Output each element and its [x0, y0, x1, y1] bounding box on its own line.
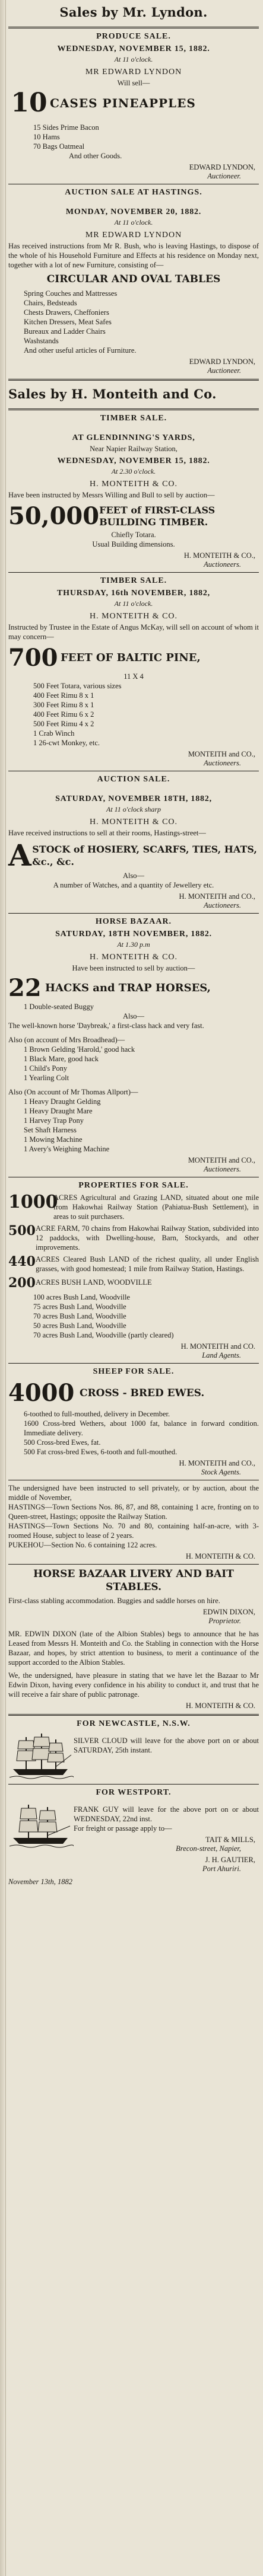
list-item: 1 Crab Winch: [33, 729, 75, 738]
produce-date: WEDNESDAY, NOVEMBER 15, 1882.: [57, 44, 210, 53]
hastings-tables: CIRCULAR AND OVAL TABLES: [46, 273, 221, 285]
property-list: [8, 1292, 259, 1340]
timber-body: Have been instructed by Messrs Willing and Bull to sell by auction—: [8, 491, 215, 499]
property-item-4: [8, 1276, 259, 1290]
agent-location: Brecon-street, Napier,: [176, 1844, 241, 1853]
list-item: 300 Feet Rimu 8 x 1: [33, 701, 94, 709]
property-role: Land Agents.: [202, 1351, 241, 1359]
land-pukehou: PUKEHOU—Section No. 6 containing 122 acres.: [8, 1541, 157, 1549]
divider: [8, 1564, 259, 1565]
produce-signature: EDWARD LYNDON,: [189, 163, 255, 171]
timber2-big: 700: [8, 644, 58, 672]
produce-item: CASES PINEAPPLES: [50, 95, 196, 110]
newcastle-block: [8, 1731, 259, 1781]
list-item: 1 Mowing Machine: [24, 1135, 83, 1144]
hastings-signature: EDWARD LYNDON,: [189, 357, 255, 366]
list-item: 10 Hams: [33, 133, 60, 141]
divider: [8, 1714, 259, 1716]
list-item: 70 acres Bush Land, Woodville (partly cleared): [33, 1331, 174, 1339]
list-item: 1 Brown Gelding 'Harold,' good hack: [24, 1045, 135, 1054]
list-item: Chairs, Bedsteads: [24, 299, 77, 307]
horse-heading: HORSE BAZAAR.: [95, 917, 172, 926]
horse-big: 22: [8, 974, 42, 1002]
hastings-body: Has received instructions from Mr R. Bush, who is leaving Hastings, to dispose of the whole of his Household Furniture and Effects at his residence on Monday next, together with a lot of new Furniture, consisting of—: [8, 242, 259, 269]
list-item: 400 Feet Rimu 6 x 2: [33, 710, 94, 719]
horse-firm: H. MONTEITH & CO.: [89, 953, 178, 962]
timber-big-text: FEET of FIRST-CLASS BUILDING TIMBER.: [99, 504, 216, 528]
monteith-banner: Sales by H. Monteith and Co.: [8, 387, 217, 401]
list-item: 400 Feet Rimu 8 x 1: [33, 691, 94, 700]
timber2-body: Instructed by Trustee in the Estate of Angus McKay, will sell on account of whom it may concern—: [8, 623, 259, 641]
land-hastings-1: HASTINGS—Town Sections Nos. 86, 87, and 88, containing 1 acre, fronting on to Queen-street, Hastings; opposite the Railway Station.: [8, 1503, 259, 1521]
divider: [8, 572, 259, 573]
bazaar-body: First-class stabling accommodation. Buggies and saddle horses on hire.: [8, 1597, 220, 1605]
timber-signature: H. MONTEITH & CO.,: [183, 551, 255, 560]
land-signature: H. MONTEITH & CO.: [185, 1552, 255, 1560]
sheep-main-line: [8, 1379, 259, 1407]
auction-body: Have received instructions to sell at their rooms, Hastings-street—: [8, 829, 206, 837]
timber-big-sub: Chiefly Totara.: [111, 531, 156, 539]
list-item: 500 Feet Totara, various sizes: [33, 682, 122, 690]
auction-firm: H. MONTEITH & CO.: [89, 818, 178, 826]
horse-big-text: HACKS and TRAP HORSES,: [45, 982, 211, 994]
hastings-heading: AUCTION SALE AT HASTINGS.: [65, 188, 202, 197]
produce-time: At 11 o'clock.: [114, 55, 153, 63]
produce-role: Auctioneer.: [207, 172, 241, 180]
timber-yards-sub: Near Napier Railway Station,: [90, 445, 178, 453]
bazaar-notice: MR. EDWIN DIXON (late of the Albion Stables) begs to announce that he has Leased from Messrs H. Monteith and Co. the Stabling in connection with the Horse Bazaar, and hopes, by strict attention to business, to merit a continuance of the support accorded to the Albion Stables.: [8, 1630, 259, 1667]
list-item: Bureaux and Ladder Chairs: [24, 327, 106, 336]
hastings-auctioneer: MR EDWARD LYNDON: [85, 231, 182, 240]
auction-signature: H. MONTEITH and CO.,: [179, 892, 255, 901]
list-item: 50 acres Bush Land, Woodville: [33, 1321, 126, 1330]
list-item: 1 Child's Pony: [24, 1064, 68, 1072]
list-item: And other useful articles of Furniture.: [24, 346, 137, 355]
auction-also-body: A number of Watches, and a quantity of Jewellery etc.: [53, 881, 214, 889]
timber2-date: THURSDAY, 16th NOVEMBER, 1882,: [57, 589, 210, 598]
property-1-text: ACRES Agricultural and Grazing LAND, situated about one mile from Hakowhai Railway Station (Pahiatua-Bush Settlement), in areas to suit purchasers.: [53, 1193, 259, 1221]
timber-big: 50,000: [8, 502, 100, 530]
hastings-date: MONDAY, NOVEMBER 20, 1882.: [65, 208, 202, 216]
divider: [8, 913, 259, 914]
auction-heading: AUCTION SALE.: [97, 775, 170, 784]
timber-date: WEDNESDAY, NOVEMBER 15, 1882.: [57, 457, 210, 465]
horse-list2-head: Also (On account of Mr Thomas Allport)—: [8, 1088, 138, 1096]
property-3-acres: 440: [8, 1254, 36, 1269]
list-item: 70 Bags Oatmeal: [33, 142, 85, 151]
auction-main-line: [8, 840, 259, 871]
hastings-role: Auctioneer.: [207, 366, 241, 375]
list-item: And other Goods.: [69, 152, 122, 160]
property-2-acres: 500: [8, 1223, 36, 1238]
produce-heading: PRODUCE SALE.: [96, 32, 171, 41]
auction-time: At 11 o'clock sharp: [106, 805, 161, 813]
timber2-firm: H. MONTEITH & CO.: [89, 612, 178, 621]
westport-freight: For freight or passage apply to—: [74, 1824, 172, 1833]
horse-buggy: 1 Double-seated Buggy: [24, 1003, 94, 1011]
timber2-signature: MONTEITH and CO.,: [188, 750, 255, 758]
westport-body: FRANK GUY will leave for the above port on or about WEDNESDAY, 22nd inst.: [74, 1805, 259, 1823]
auction-big-text: STOCK of HOSIERY, SCARFS, TIES, HATS, &c., &c.: [32, 844, 257, 867]
produce-auctioneer: MR EDWARD LYNDON: [85, 68, 182, 76]
timber2-time: At 11 o'clock.: [114, 599, 153, 608]
footer-date: November 13th, 1882: [8, 1878, 72, 1886]
divider: [8, 27, 259, 28]
list-item: Spring Couches and Mattresses: [24, 289, 118, 298]
list-item: Set Shaft Harness: [24, 1126, 77, 1134]
timber2-main-line: [8, 644, 259, 672]
timber2-role: Auctioneers.: [204, 759, 241, 767]
lyndon-banner: Sales by Mr. Lyndon.: [59, 5, 208, 20]
timber-yards: AT GLENDINNING'S YARDS,: [72, 433, 195, 442]
agent-2-location: Port Ahuriri.: [202, 1865, 241, 1873]
produce-list: [8, 123, 259, 161]
land-hastings-2: HASTINGS—Town Sections No. 70 and 80, containing half-an-acre, with 3-roomed House, subject to lease of 2 years.: [8, 1522, 259, 1540]
timber-terms: Usual Building dimensions.: [92, 540, 175, 548]
list-item: 1 Avery's Weighing Machine: [24, 1145, 110, 1153]
newcastle-heading: FOR NEWCASTLE, N.S.W.: [77, 1719, 191, 1728]
list-item: 1 Heavy Draught Mare: [24, 1107, 93, 1115]
property-1-acres: 1000: [8, 1192, 58, 1212]
list-item: 1 Yearling Colt: [24, 1074, 69, 1082]
list-item: 75 acres Bush Land, Woodville: [33, 1303, 126, 1311]
list-item: 15 Sides Prime Bacon: [33, 123, 99, 132]
horse-body: Have been instructed to sell by auction—: [72, 964, 195, 972]
divider: [8, 1363, 259, 1364]
timber-time: At 2.30 o'clock.: [111, 467, 156, 475]
sheep-big: 4000: [8, 1379, 75, 1407]
horse-date: SATURDAY, 18TH NOVEMBER, 1882.: [55, 930, 212, 939]
property-item-2: [8, 1224, 259, 1252]
bazaar-signature: EDWIN DIXON,: [202, 1608, 255, 1616]
divider: [8, 379, 259, 381]
timber-firm: H. MONTEITH & CO.: [89, 480, 178, 489]
land-body: The undersigned have been instructed to sell privately, or by auction, about the middle of November,: [8, 1484, 259, 1502]
sheep-body-4: 500 Fat cross-bred Ewes, 6-tooth and full-mouthed.: [24, 1448, 178, 1456]
horse-list2: [8, 1097, 259, 1154]
property-4-text: ACRES BUSH LAND, WOODVILLE: [36, 1278, 152, 1287]
page-edge: [0, 0, 6, 2576]
divider: [8, 1784, 259, 1785]
list-item: 1 26-cwt Monkey, etc.: [33, 739, 100, 747]
sheep-big-text: CROSS - BRED EWES.: [80, 1387, 205, 1399]
westport-text: [74, 1800, 259, 1873]
list-item: Chests Drawers, Cheffoniers: [24, 308, 109, 317]
newcastle-body: SILVER CLOUD will leave for the above port on or about SATURDAY, 25th instant.: [74, 1737, 259, 1754]
bazaar-role: Proprietor.: [208, 1617, 241, 1625]
divider: [8, 408, 259, 410]
bazaar-signature-2: H. MONTEITH & CO.: [185, 1702, 255, 1710]
list-item: 1 Harvey Trap Pony: [24, 1116, 84, 1125]
property-heading: PROPERTIES FOR SALE.: [78, 1181, 189, 1190]
sheep-body-2: 1600 Cross-bred Wethers, about 1000 fat, balance in forward condition. Immediate delivery.: [24, 1419, 259, 1437]
list-item: Washstands: [24, 337, 59, 345]
timber2-big-sub: 11 X 4: [123, 672, 144, 681]
auction-big: A: [8, 838, 31, 873]
produce-count: 10: [11, 88, 47, 118]
agent-2-name: J. H. GAUTIER,: [205, 1856, 255, 1864]
westport-block: [8, 1800, 259, 1873]
list-item: 500 Feet Rimu 4 x 2: [33, 720, 94, 728]
hastings-list: [8, 289, 259, 355]
list-item: 1 Heavy Draught Gelding: [24, 1097, 101, 1106]
timber-role: Auctioneers.: [204, 560, 241, 569]
timber2-heading: TIMBER SALE.: [100, 576, 167, 585]
property-2-text: ACRE FARM, 70 chains from Hakowhai Railway Station, subdivided into 12 paddocks, with Dwelling-house, Barn, Stockyards, and other improvements.: [36, 1224, 259, 1252]
sheep-body-1: 6-toothed to full-mouthed, delivery in December.: [24, 1410, 170, 1418]
timber2-big-text: FEET OF BALTIC PINE,: [61, 652, 201, 664]
timber-heading: TIMBER SALE.: [100, 414, 167, 423]
horse-also1: Also—: [122, 1012, 145, 1020]
horse-time: At 1.30 p.m: [117, 940, 150, 949]
produce-main-line: [8, 88, 259, 118]
property-3-text: ACRES Cleared Bush LAND of the richest quality, all under English grasses, with good homestead; 1 mile from Railway Station, Hastings.: [36, 1255, 259, 1273]
timber-main-line: [8, 502, 259, 530]
timber2-list: [8, 681, 259, 748]
sailing-ship-icon: [8, 1800, 74, 1850]
list-item: 1 Black Mare, good hack: [24, 1055, 99, 1063]
horse-well-known: The well-known horse 'Daybreak,' a first-class hack and very fast.: [8, 1022, 204, 1030]
horse-list1: [8, 1045, 259, 1083]
auction-date: SATURDAY, NOVEMBER 18TH, 1882,: [55, 794, 212, 803]
horse-main-line: [8, 974, 259, 1002]
property-4-acres: 200: [8, 1275, 36, 1291]
sheep-signature: H. MONTEITH and CO.,: [179, 1459, 255, 1467]
list-item: 100 acres Bush Land, Woodville: [33, 1293, 130, 1301]
page-content: [8, 2, 259, 1886]
agent-name: TAIT & MILLS,: [205, 1836, 255, 1844]
property-item-1: [8, 1193, 259, 1221]
produce-will-sell: Will sell—: [117, 79, 150, 87]
list-item: 70 acres Bush Land, Woodville: [33, 1312, 126, 1320]
hastings-time: At 11 o'clock.: [114, 218, 153, 226]
auction-role: Auctioneers.: [204, 901, 241, 909]
property-signature: H. MONTEITH and CO.: [180, 1342, 255, 1351]
list-item: Kitchen Dressers, Meat Safes: [24, 318, 112, 326]
sailing-ship-icon: [8, 1731, 74, 1781]
horse-role: Auctioneers.: [204, 1165, 241, 1173]
sheep-heading: SHEEP FOR SALE.: [93, 1367, 175, 1376]
horse-list1-head: Also (on account of Mrs Broadhead)—: [8, 1036, 125, 1044]
westport-heading: FOR WESTPORT.: [96, 1788, 172, 1797]
property-item-3: [8, 1255, 259, 1273]
auction-also: Also—: [122, 872, 145, 880]
sheep-body-3: 500 Cross-bred Ewes, fat.: [24, 1438, 101, 1447]
sheep-role: Stock Agents.: [201, 1468, 241, 1476]
bazaar-heading: HORSE BAZAAR LIVERY AND BAIT STABLES.: [33, 1568, 234, 1593]
horse-signature: MONTEITH and CO.,: [188, 1156, 255, 1164]
bazaar-notice-2: We, the undersigned, have pleasure in stating that we have let the Bazaar to Mr Edwin Dixon, having every confidence in his ability to conduct it, and trust that he will receive a fair share of public patronage.: [8, 1671, 259, 1699]
